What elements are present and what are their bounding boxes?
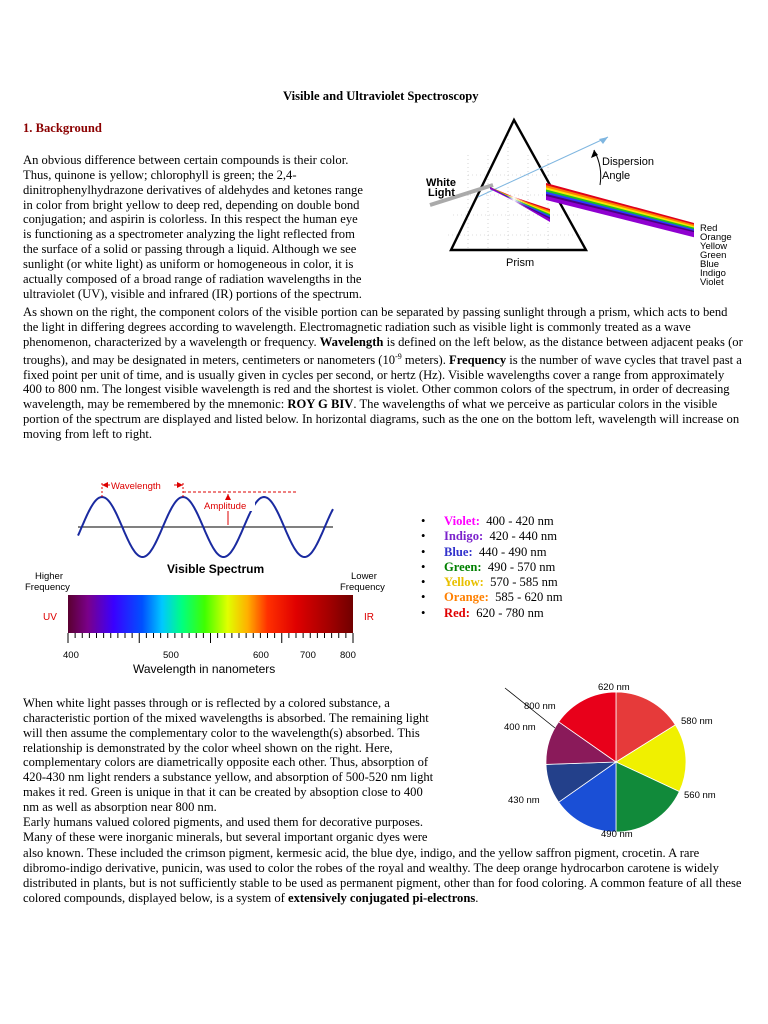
ray-label: Indigo	[700, 268, 726, 279]
lower-frequency-label: Frequency	[340, 582, 385, 593]
ir-label: IR	[364, 612, 374, 623]
tick-label: 400	[63, 650, 79, 661]
intro-line: in color from bright yellow to deep red, depending on double bond	[23, 197, 360, 212]
wavelength-paragraph	[23, 305, 743, 442]
reference-arrowhead	[599, 137, 608, 144]
wheel-label: 400 nm	[504, 722, 536, 733]
visible-spectrum-bar	[68, 595, 353, 633]
color-range-list	[418, 514, 563, 621]
intro-paragraph	[23, 153, 413, 301]
page-title: Visible and Ultraviolet Spectroscopy	[283, 89, 479, 103]
intro-line: An obvious difference between certain compounds is their color.	[23, 153, 349, 167]
wheel-label: 580 nm	[681, 716, 713, 727]
wheel-label: 560 nm	[684, 790, 716, 801]
lower-frequency-label: Lower	[351, 571, 377, 582]
color-wheel	[546, 692, 686, 832]
list-item	[418, 590, 563, 605]
intro-line: dinitrophenylhydrazone derivatives of aldehydes and ketones range	[23, 182, 363, 197]
bullet: •	[421, 575, 426, 590]
ray-label: Green	[700, 250, 727, 261]
text-run: also known. These included the crimson pigment, kermesic acid, the blue dye, indigo, and the yellow saffron pigment, crocetin. A rare dibromo-indigo derivative, punicin, was used to color the robes of the royal and wealthy. The deep orange hydrocarbon carotene is widely distributed in plants, but is not sufficiently stable to be used as permanent pigment, other than for food coloring. A common feature of all these colored compounds, displayed below, is a system of	[23, 846, 742, 905]
dispersion-label: Dispersion	[602, 156, 654, 168]
inner-ray	[490, 187, 550, 222]
color-range: 420 - 440 nm	[489, 529, 558, 544]
color-range: 440 - 490 nm	[478, 544, 547, 559]
wheel-label: 490 nm	[601, 829, 633, 840]
inner-ray-group	[490, 187, 550, 222]
color-wheel-figure	[495, 680, 735, 840]
text-run: . The wavelengths of what we perceive as particular colors in the visible portion of the spectrum are displayed and listed below. In horizontal diagrams, such as the one on the bottom left, wavelength will increase on moving from left to right.	[23, 397, 740, 441]
text-run: meters).	[401, 352, 449, 367]
tick-label: 800	[340, 650, 356, 661]
wheel-line: Early humans valued colored pigments, and used them for decorative purposes.	[23, 814, 424, 829]
list-item	[418, 560, 563, 575]
prism-label: Prism	[506, 257, 535, 269]
bullet: •	[421, 590, 426, 605]
intro-line: the surface of a solid or passing through a liquid. Although we see	[23, 242, 357, 257]
tick-label: 500	[163, 650, 179, 661]
wheel-line: Many of these were inorganic minerals, but several important organic dyes were	[23, 829, 428, 844]
bullet: •	[421, 529, 426, 544]
intro-line: conjugation; and aspirin is colorless. In this respect the human eye	[23, 212, 358, 227]
wavelength-label: Wavelength	[111, 481, 161, 492]
wavelength-arrow-right	[177, 482, 183, 488]
amplitude-arrowhead	[225, 494, 231, 500]
tick-marks	[68, 633, 353, 643]
list-item	[418, 575, 563, 590]
wheel-line: 420-430 nm light renders a substance yellow, and absorption of 500-520 nm light	[23, 770, 434, 785]
bullet: •	[421, 559, 426, 574]
tick-label: 700	[300, 650, 316, 661]
term-roygbiv: ROY G BIV	[287, 397, 354, 412]
uv-label: UV	[43, 612, 57, 623]
color-range: 585 - 620 nm	[495, 590, 563, 605]
wheel-label: 800 nm	[524, 701, 556, 712]
exponent: -9	[395, 351, 402, 361]
spectrum-figure	[23, 475, 385, 680]
section-heading: 1. Background	[23, 121, 102, 135]
intro-line: sunlight (or white light) as uniform or homogeneous in color, it is	[23, 256, 354, 271]
white-light-label: White	[426, 177, 456, 189]
axis-label: Wavelength in nanometers	[133, 662, 276, 676]
intro-line: actually composed of a broad range of radiation wavelengths in the	[23, 271, 362, 286]
white-light-label: Light	[428, 187, 455, 199]
wheel-label: 430 nm	[508, 795, 540, 806]
wheel-line: will then assume the complementary color to the wavelength(s) absorbed. This	[23, 725, 420, 740]
list-item	[418, 514, 563, 529]
prism-triangle	[451, 120, 586, 250]
bullet: •	[421, 544, 426, 559]
higher-frequency-label: Higher	[35, 571, 63, 582]
text-run: is the number of wave cycles that travel past a fixed point per unit of time, and is usually given in cycles per second, or hertz (Hz). Visible wavelengths cover a range from approximately 400 to 800 nm. The longest visible wavelength is red and the shortest is violet. Other common colors of the spectrum, in order of decreasing wavelength, may be remembered by the mnemonic:	[23, 352, 742, 412]
pigments-paragraph	[23, 846, 743, 905]
color-range: 620 - 780 nm	[476, 605, 544, 620]
text-run: is defined on the left below, as the distance between adjacent peaks (or troughs), and may be designated in meters, centimeters or nanometers (10	[23, 334, 743, 367]
color-name: Yellow:	[444, 575, 484, 590]
tick-label: 600	[253, 650, 269, 661]
color-range: 490 - 570 nm	[487, 559, 556, 574]
color-range: 570 - 585 nm	[490, 575, 558, 590]
list-item	[418, 606, 563, 621]
color-range: 400 - 420 nm	[486, 514, 554, 528]
bullet: •	[421, 605, 426, 620]
term-wavelength: Wavelength	[319, 334, 384, 349]
color-name: Violet:	[444, 514, 480, 528]
bullet: •	[421, 514, 426, 528]
term-frequency: Frequency	[449, 352, 507, 367]
higher-frequency-label: Frequency	[25, 582, 70, 593]
color-name: Red:	[444, 605, 470, 620]
dispersion-label: Angle	[602, 170, 631, 182]
ray-label: Violet	[700, 277, 724, 288]
wheel-line: When white light passes through or is reflected by a colored substance, a	[23, 696, 390, 710]
spectrum-title: Visible Spectrum	[167, 562, 265, 576]
text-run: As shown on the right, the component colors of the visible portion can be separated by passing sunlight through a prism, which acts to bend the light in differing degrees according to wavelength. Electromagnetic radiation such as visible light is commonly treated as a wave phenomenon, characterized by a wavelength or frequency.	[23, 305, 728, 349]
color-name: Green:	[444, 559, 482, 574]
term-conjugated: extensively conjugated pi-electrons	[288, 890, 476, 905]
text-run: .	[475, 890, 479, 905]
color-name: Orange:	[444, 590, 489, 605]
dispersion-reference-line	[478, 137, 608, 197]
color-name: Blue:	[444, 544, 473, 559]
wheel-label: 620 nm	[598, 682, 630, 693]
ray-label: Blue	[700, 259, 720, 270]
wheel-line: characteristic portion of the mixed wavelengths is absorbed. The remaining light	[23, 710, 429, 725]
ray-label-group	[700, 223, 732, 288]
color-wheel-paragraph	[23, 696, 508, 844]
amplitude-label: Amplitude	[204, 501, 247, 512]
outer-ray-group	[546, 183, 694, 237]
wheel-line: makes it red. Green is unique in that it can be created by absoption close to 400	[23, 785, 423, 800]
list-item	[418, 545, 563, 560]
wheel-line: nm as well as absorption near 800 nm.	[23, 799, 217, 814]
wheel-line: relationship is demonstrated by the color wheel shown on the right. Here,	[23, 740, 393, 755]
color-name: Indigo:	[444, 529, 484, 544]
wavelength-arrow-left	[102, 482, 108, 488]
intro-line: ultraviolet (UV), visible and infrared (IR) portions of the spectrum.	[23, 286, 362, 301]
ray-label: Yellow	[700, 241, 728, 252]
intro-line: is functioning as a spectrometer analyzing the light reflected from	[23, 227, 355, 242]
prism-figure	[418, 115, 748, 295]
ray-label: Orange	[700, 232, 732, 243]
intro-line: Thus, quinone is yellow; chlorophyll is green; the 2,4-	[23, 167, 297, 182]
ray-label: Red	[700, 223, 718, 234]
list-item	[418, 529, 563, 544]
wheel-line: complementary colors are diametrically opposite each other. Thus, absorption of	[23, 755, 429, 770]
